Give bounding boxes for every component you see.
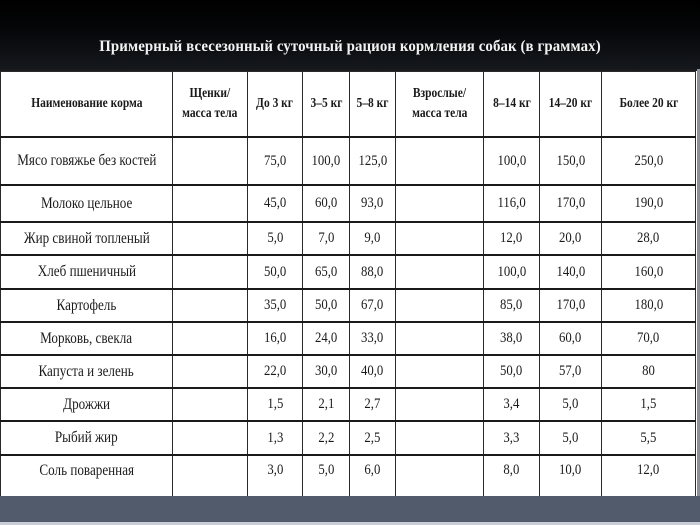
adult-mass-cell xyxy=(396,289,484,322)
puppy-mass-cell xyxy=(173,388,248,421)
puppy-mass-cell xyxy=(173,255,248,289)
adult-mass-cell xyxy=(396,222,484,255)
header-puppies-body-mass: Щенки/ масса тела xyxy=(173,72,248,138)
value-cell: 1,3 xyxy=(248,421,303,455)
adult-mass-cell xyxy=(396,185,484,222)
header-8-14kg: 8–14 кг xyxy=(484,72,540,138)
value-cell: 2,2 xyxy=(303,421,350,455)
value-cell: 45,0 xyxy=(248,185,303,222)
value-cell: 9,0 xyxy=(350,222,396,255)
header-3-5kg: 3–5 кг xyxy=(303,72,350,138)
value-cell: 70,0 xyxy=(602,322,696,355)
feeding-ration-table-container xyxy=(0,69,697,498)
value-cell: 12,0 xyxy=(602,455,696,496)
value-cell: 3,4 xyxy=(484,388,540,421)
puppy-mass-cell xyxy=(173,185,248,222)
value-cell: 150,0 xyxy=(540,137,602,185)
adult-mass-cell xyxy=(396,455,484,496)
table-row xyxy=(1,355,696,388)
adult-mass-cell xyxy=(396,322,484,355)
food-name-cell: Жир свиной топленый xyxy=(1,222,173,255)
value-cell: 60,0 xyxy=(540,322,602,355)
table-row xyxy=(1,289,696,322)
value-cell: 60,0 xyxy=(303,185,350,222)
value-cell: 80 xyxy=(602,355,696,388)
value-cell: 140,0 xyxy=(540,255,602,289)
value-cell: 3,3 xyxy=(484,421,540,455)
value-cell: 5,0 xyxy=(540,421,602,455)
value-cell: 75,0 xyxy=(248,137,303,185)
value-cell: 1,5 xyxy=(248,388,303,421)
value-cell: 5,5 xyxy=(602,421,696,455)
adult-mass-cell xyxy=(396,255,484,289)
value-cell: 100,0 xyxy=(484,137,540,185)
header-food-name: Наименование корма xyxy=(1,72,173,138)
food-name-cell: Соль поваренная xyxy=(1,455,173,496)
value-cell: 16,0 xyxy=(248,322,303,355)
food-name-cell: Хлеб пшеничный xyxy=(1,255,173,289)
value-cell: 85,0 xyxy=(484,289,540,322)
food-name-cell: Картофель xyxy=(1,289,173,322)
value-cell: 2,5 xyxy=(350,421,396,455)
header-over-20kg: Более 20 кг xyxy=(602,72,696,138)
value-cell: 28,0 xyxy=(602,222,696,255)
value-cell: 20,0 xyxy=(540,222,602,255)
value-cell: 38,0 xyxy=(484,322,540,355)
value-cell: 22,0 xyxy=(248,355,303,388)
table-row xyxy=(1,137,696,185)
value-cell: 50,0 xyxy=(248,255,303,289)
value-cell: 180,0 xyxy=(602,289,696,322)
table-header-row xyxy=(1,72,696,138)
value-cell: 170,0 xyxy=(540,289,602,322)
slide-title: Примерный всесезонный суточный рацион кормления собак (в граммах) xyxy=(99,38,601,55)
puppy-mass-cell xyxy=(173,355,248,388)
value-cell: 33,0 xyxy=(350,322,396,355)
value-cell: 8,0 xyxy=(484,455,540,496)
value-cell: 57,0 xyxy=(540,355,602,388)
value-cell: 170,0 xyxy=(540,185,602,222)
puppy-mass-cell xyxy=(173,421,248,455)
value-cell: 6,0 xyxy=(350,455,396,496)
value-cell: 7,0 xyxy=(303,222,350,255)
value-cell: 35,0 xyxy=(248,289,303,322)
adult-mass-cell xyxy=(396,137,484,185)
food-name-cell: Морковь, свекла xyxy=(1,322,173,355)
value-cell: 5,0 xyxy=(540,388,602,421)
header-up-to-3kg: До 3 кг xyxy=(248,72,303,138)
food-name-cell: Дрожжи xyxy=(1,388,173,421)
value-cell: 2,1 xyxy=(303,388,350,421)
table-row xyxy=(1,388,696,421)
header-5-8kg: 5–8 кг xyxy=(350,72,396,138)
slide-header-background xyxy=(0,0,700,70)
slide-footer-bar xyxy=(0,496,700,522)
value-cell: 125,0 xyxy=(350,137,396,185)
value-cell: 100,0 xyxy=(484,255,540,289)
table-row xyxy=(1,322,696,355)
value-cell: 2,7 xyxy=(350,388,396,421)
value-cell: 3,0 xyxy=(248,455,303,496)
adult-mass-cell xyxy=(396,388,484,421)
value-cell: 40,0 xyxy=(350,355,396,388)
table-row xyxy=(1,421,696,455)
header-adults-body-mass: Взрослые/ масса тела xyxy=(396,72,484,138)
value-cell: 5,0 xyxy=(303,455,350,496)
value-cell: 250,0 xyxy=(602,137,696,185)
feeding-ration-table xyxy=(0,71,696,497)
value-cell: 100,0 xyxy=(303,137,350,185)
value-cell: 5,0 xyxy=(248,222,303,255)
value-cell: 30,0 xyxy=(303,355,350,388)
value-cell: 50,0 xyxy=(303,289,350,322)
adult-mass-cell xyxy=(396,355,484,388)
value-cell: 67,0 xyxy=(350,289,396,322)
value-cell: 160,0 xyxy=(602,255,696,289)
value-cell: 24,0 xyxy=(303,322,350,355)
food-name-cell: Рыбий жир xyxy=(1,421,173,455)
adult-mass-cell xyxy=(396,421,484,455)
puppy-mass-cell xyxy=(173,137,248,185)
value-cell: 50,0 xyxy=(484,355,540,388)
value-cell: 88,0 xyxy=(350,255,396,289)
header-14-20kg: 14–20 кг xyxy=(540,72,602,138)
food-name-cell: Молоко цельное xyxy=(1,185,173,222)
table-row xyxy=(1,185,696,222)
value-cell: 65,0 xyxy=(303,255,350,289)
table-row xyxy=(1,222,696,255)
value-cell: 116,0 xyxy=(484,185,540,222)
table-row xyxy=(1,255,696,289)
food-name-cell: Мясо говяжье без костей xyxy=(1,137,173,185)
table-row xyxy=(1,455,696,496)
value-cell: 12,0 xyxy=(484,222,540,255)
puppy-mass-cell xyxy=(173,455,248,496)
puppy-mass-cell xyxy=(173,222,248,255)
value-cell: 10,0 xyxy=(540,455,602,496)
value-cell: 93,0 xyxy=(350,185,396,222)
value-cell: 190,0 xyxy=(602,185,696,222)
food-name-cell: Капуста и зелень xyxy=(1,355,173,388)
puppy-mass-cell xyxy=(173,289,248,322)
value-cell: 1,5 xyxy=(602,388,696,421)
puppy-mass-cell xyxy=(173,322,248,355)
